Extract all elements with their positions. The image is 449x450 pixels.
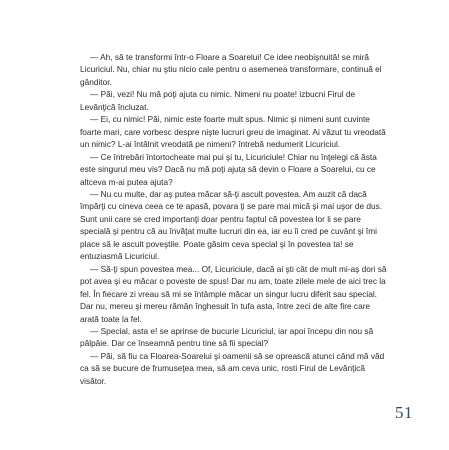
paragraph: — Ah, să te transformi într-o Floare a Soarelui! Ce idee neobişnuită! se miră Licuriciul. Nu, chiar nu ştiu nicio cale pentru o asemenea transformare, continuă el gânditor. [80, 52, 382, 87]
story-text [80, 51, 387, 387]
page-number: 51 [395, 403, 413, 422]
paragraph: — Să-ţi spun povestea mea... Of, Licuriciule, dacă ai şti cât de mult mi-aş dori să pot avea şi eu măcar o poveste de spus! Dar nu am, toate zilele mele de aici trec la fel. În fiecare zi vreau să mi se întâmple măcar un singur lucru diferit sau special. Dar nu, mereu şi mereu rămân înghesuit în tufa asta, între zeci de alte fire care arată toate la fel. [80, 263, 387, 324]
paragraph: — Special, asta e! se aprinse de bucurie Licuriciul, iar apoi începu din nou să pâlpâie. Dar ce înseamnă pentru tine să fii special? [80, 325, 374, 349]
paragraph: — Păi, vezi! Nu mă poţi ajuta cu nimic. Nimeni nu poate! izbucni Firul de Levănţică încluzat. [80, 89, 356, 112]
paragraph: — Nu cu multe, dar aş putea măcar să-ţi ascult povestea. Am auzit că dacă împărţi cu cineva ceea ce te apasă, povara ţi se pare mai mică şi mai uşor de dus. Sunt unii care se cred importanţi doar pentru faptul că povestea lor li se pare specială şi pentru că au învăţat multe lucruri din ea, iar eu îi cred pe cuvânt şi îmi place să le ascult poveştile. Poate găsim ceva special şi în povestea ta! se entuziasmă Licuriciul. [80, 188, 383, 262]
paragraph: — Ce întrebări întortocheate mai pui şi tu, Licuriciule! Chiar nu înţelegi că ăsta este singurul meu vis? Dacă nu mă poţi ajuta să devin o Floare a Soarelui, cu ce altceva m-ai putea ajuta? [80, 151, 377, 187]
paragraph: — Păi, să fiu ca Floarea-Soarelui şi oamenii să se oprească atunci când mă văd ca să se bucure de frumuseţea mea, să am ceva unic, rosti Firul de Levănţică visător. [80, 350, 385, 386]
paragraph: — Ei, cu nimic! Păi, nimic este foarte mult spus. Nimic şi nimeni sunt cuvinte foarte mari, care vorbesc despre nişte lucruri greu de imaginat. Ai văzut tu vreodată un nimic? L-ai întâlnit vreodată pe nimeni? întrebă nedumerit Licuriciul. [80, 114, 386, 150]
